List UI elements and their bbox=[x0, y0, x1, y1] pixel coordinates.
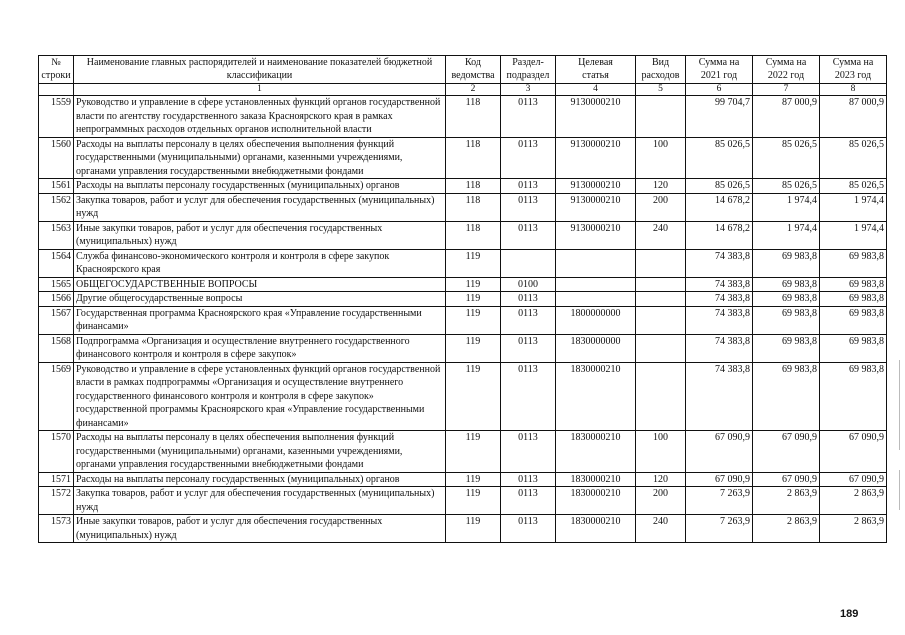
row-name: Подпрограмма «Организация и осуществление внутреннего государственного финансового контроля и контроля в сфере закупок» bbox=[74, 334, 446, 362]
header-amount-2023 bbox=[820, 56, 887, 84]
row-name: Расходы на выплаты персоналу государственных (муниципальных) органов bbox=[74, 179, 446, 194]
target-code: 1830000210 bbox=[556, 431, 636, 473]
amount-2023: 1 974,4 bbox=[820, 193, 887, 221]
expense-type: 100 bbox=[636, 431, 686, 473]
table-row bbox=[39, 515, 887, 543]
budget-table bbox=[38, 55, 887, 543]
table-row bbox=[39, 334, 887, 362]
row-name: Расходы на выплаты персоналу государственных (муниципальных) органов bbox=[74, 472, 446, 487]
row-number: 1562 bbox=[39, 193, 74, 221]
dept-code: 119 bbox=[446, 487, 501, 515]
header-amount-2021-label: Сумма на 2021 год bbox=[698, 57, 740, 81]
column-number: 3 bbox=[501, 84, 556, 96]
table-row bbox=[39, 249, 887, 277]
dept-code: 118 bbox=[446, 179, 501, 194]
expense-type bbox=[636, 306, 686, 334]
expense-type: 240 bbox=[636, 515, 686, 543]
amount-2021: 74 383,8 bbox=[686, 306, 753, 334]
section-code: 0113 bbox=[501, 431, 556, 473]
amount-2023: 67 090,9 bbox=[820, 472, 887, 487]
amount-2023: 2 863,9 bbox=[820, 515, 887, 543]
table-row bbox=[39, 179, 887, 194]
amount-2022: 1 974,4 bbox=[753, 193, 820, 221]
header-amount-2021 bbox=[686, 56, 753, 84]
section-code: 0113 bbox=[501, 137, 556, 179]
row-name: Расходы на выплаты персоналу в целях обеспечения выполнения функций государственными (муниципальными) органами, казенными учреждениями, органами управления государственными внебюджетными фондами bbox=[74, 137, 446, 179]
row-number: 1570 bbox=[39, 431, 74, 473]
amount-2021: 74 383,8 bbox=[686, 277, 753, 292]
column-number: 8 bbox=[820, 84, 887, 96]
target-code: 1830000210 bbox=[556, 515, 636, 543]
amount-2021: 99 704,7 bbox=[686, 96, 753, 138]
row-name: Иные закупки товаров, работ и услуг для обеспечения государственных (муниципальных) нужд bbox=[74, 515, 446, 543]
amount-2023: 87 000,9 bbox=[820, 96, 887, 138]
target-code: 1830000210 bbox=[556, 362, 636, 431]
row-number: 1566 bbox=[39, 292, 74, 307]
amount-2022: 69 983,8 bbox=[753, 306, 820, 334]
expense-type: 120 bbox=[636, 472, 686, 487]
expense-type bbox=[636, 249, 686, 277]
section-code: 0113 bbox=[501, 334, 556, 362]
row-number: 1564 bbox=[39, 249, 74, 277]
amount-2022: 2 863,9 bbox=[753, 487, 820, 515]
header-name-label: Наименование главных распорядителей и наименование показателей бюджетной классификации bbox=[86, 57, 433, 81]
header-target-label: Целевая статья bbox=[578, 57, 613, 81]
column-number: 7 bbox=[753, 84, 820, 96]
amount-2021: 85 026,5 bbox=[686, 137, 753, 179]
table-row bbox=[39, 137, 887, 179]
header-dept-code-label: Код ведомства bbox=[451, 57, 495, 81]
target-code: 1830000210 bbox=[556, 487, 636, 515]
target-code: 9130000210 bbox=[556, 96, 636, 138]
table-row bbox=[39, 306, 887, 334]
section-code: 0113 bbox=[501, 193, 556, 221]
amount-2023: 1 974,4 bbox=[820, 221, 887, 249]
amount-2021: 14 678,2 bbox=[686, 193, 753, 221]
target-code: 1800000000 bbox=[556, 306, 636, 334]
expense-type bbox=[636, 292, 686, 307]
header-amount-2022 bbox=[753, 56, 820, 84]
header-amount-2023-label: Сумма на 2023 год bbox=[832, 57, 874, 81]
column-number: 2 bbox=[446, 84, 501, 96]
row-number: 1568 bbox=[39, 334, 74, 362]
table-body bbox=[39, 96, 887, 543]
amount-2021: 74 383,8 bbox=[686, 362, 753, 431]
amount-2023: 69 983,8 bbox=[820, 306, 887, 334]
amount-2023: 85 026,5 bbox=[820, 137, 887, 179]
dept-code: 119 bbox=[446, 431, 501, 473]
amount-2021: 67 090,9 bbox=[686, 472, 753, 487]
amount-2021: 7 263,9 bbox=[686, 487, 753, 515]
amount-2023: 67 090,9 bbox=[820, 431, 887, 473]
section-code bbox=[501, 249, 556, 277]
header-amount-2022-label: Сумма на 2022 год bbox=[765, 57, 807, 81]
table-row bbox=[39, 221, 887, 249]
header-dept-code bbox=[446, 56, 501, 84]
target-code bbox=[556, 277, 636, 292]
table-row bbox=[39, 487, 887, 515]
row-name: Закупка товаров, работ и услуг для обеспечения государственных (муниципальных) нужд bbox=[74, 487, 446, 515]
table-row bbox=[39, 193, 887, 221]
column-number-row bbox=[39, 84, 887, 96]
amount-2022: 1 974,4 bbox=[753, 221, 820, 249]
expense-type bbox=[636, 277, 686, 292]
row-number: 1572 bbox=[39, 487, 74, 515]
row-name: Служба финансово-экономического контроля и контроля в сфере закупок Красноярского края bbox=[74, 249, 446, 277]
row-number: 1569 bbox=[39, 362, 74, 431]
expense-type bbox=[636, 96, 686, 138]
column-number: 4 bbox=[556, 84, 636, 96]
amount-2021: 85 026,5 bbox=[686, 179, 753, 194]
row-name: Руководство и управление в сфере установленных функций органов государственной власти по агентству государственного заказа Красноярского края в рамках непрограммных расходов отдельных органов исполнительной власти bbox=[74, 96, 446, 138]
row-name: Государственная программа Красноярского края «Управление государственными финансами» bbox=[74, 306, 446, 334]
dept-code: 118 bbox=[446, 221, 501, 249]
amount-2023: 2 863,9 bbox=[820, 487, 887, 515]
expense-type: 120 bbox=[636, 179, 686, 194]
amount-2022: 2 863,9 bbox=[753, 515, 820, 543]
section-code: 0113 bbox=[501, 179, 556, 194]
row-number: 1567 bbox=[39, 306, 74, 334]
section-code: 0113 bbox=[501, 472, 556, 487]
target-code: 9130000210 bbox=[556, 179, 636, 194]
amount-2022: 69 983,8 bbox=[753, 249, 820, 277]
dept-code: 119 bbox=[446, 334, 501, 362]
amount-2023: 69 983,8 bbox=[820, 249, 887, 277]
section-code: 0113 bbox=[501, 96, 556, 138]
amount-2023: 69 983,8 bbox=[820, 362, 887, 431]
dept-code: 119 bbox=[446, 515, 501, 543]
amount-2022: 69 983,8 bbox=[753, 334, 820, 362]
header-section-label: Раздел- подраздел bbox=[506, 57, 550, 81]
row-name: Другие общегосударственные вопросы bbox=[74, 292, 446, 307]
amount-2021: 67 090,9 bbox=[686, 431, 753, 473]
target-code: 9130000210 bbox=[556, 137, 636, 179]
amount-2022: 85 026,5 bbox=[753, 137, 820, 179]
column-number bbox=[39, 84, 74, 96]
dept-code: 119 bbox=[446, 472, 501, 487]
expense-type: 240 bbox=[636, 221, 686, 249]
amount-2022: 67 090,9 bbox=[753, 472, 820, 487]
header-row-number bbox=[39, 56, 74, 84]
column-number: 5 bbox=[636, 84, 686, 96]
expense-type bbox=[636, 362, 686, 431]
page-number: 189 bbox=[840, 608, 859, 620]
row-name: Расходы на выплаты персоналу в целях обеспечения выполнения функций государственными (муниципальными) органами, казенными учреждениями, органами управления государственными внебюджетными фондами bbox=[74, 431, 446, 473]
row-number: 1561 bbox=[39, 179, 74, 194]
target-code bbox=[556, 292, 636, 307]
row-number: 1573 bbox=[39, 515, 74, 543]
row-number: 1571 bbox=[39, 472, 74, 487]
header-row-number-label: № строки bbox=[41, 57, 71, 81]
section-code: 0113 bbox=[501, 487, 556, 515]
amount-2022: 67 090,9 bbox=[753, 431, 820, 473]
amount-2023: 69 983,8 bbox=[820, 292, 887, 307]
header-expense-type bbox=[636, 56, 686, 84]
table-row bbox=[39, 277, 887, 292]
expense-type: 200 bbox=[636, 487, 686, 515]
header-expense-type-label: Вид расходов bbox=[641, 57, 680, 81]
dept-code: 119 bbox=[446, 292, 501, 307]
amount-2021: 7 263,9 bbox=[686, 515, 753, 543]
margin-mark bbox=[899, 360, 900, 450]
header-section bbox=[501, 56, 556, 84]
table-row bbox=[39, 472, 887, 487]
amount-2021: 74 383,8 bbox=[686, 334, 753, 362]
amount-2023: 69 983,8 bbox=[820, 334, 887, 362]
amount-2022: 69 983,8 bbox=[753, 292, 820, 307]
table-row bbox=[39, 431, 887, 473]
section-code: 0113 bbox=[501, 292, 556, 307]
table-row bbox=[39, 292, 887, 307]
column-number: 6 bbox=[686, 84, 753, 96]
header-target bbox=[556, 56, 636, 84]
expense-type: 100 bbox=[636, 137, 686, 179]
target-code bbox=[556, 249, 636, 277]
amount-2021: 14 678,2 bbox=[686, 221, 753, 249]
section-code: 0113 bbox=[501, 221, 556, 249]
target-code: 9130000210 bbox=[556, 193, 636, 221]
row-name: Закупка товаров, работ и услуг для обеспечения государственных (муниципальных) нужд bbox=[74, 193, 446, 221]
amount-2022: 87 000,9 bbox=[753, 96, 820, 138]
dept-code: 119 bbox=[446, 249, 501, 277]
expense-type bbox=[636, 334, 686, 362]
amount-2022: 69 983,8 bbox=[753, 362, 820, 431]
amount-2023: 69 983,8 bbox=[820, 277, 887, 292]
amount-2021: 74 383,8 bbox=[686, 292, 753, 307]
row-number: 1560 bbox=[39, 137, 74, 179]
section-code: 0100 bbox=[501, 277, 556, 292]
dept-code: 119 bbox=[446, 306, 501, 334]
target-code: 1830000210 bbox=[556, 472, 636, 487]
dept-code: 119 bbox=[446, 277, 501, 292]
amount-2023: 85 026,5 bbox=[820, 179, 887, 194]
column-number: 1 bbox=[74, 84, 446, 96]
amount-2022: 85 026,5 bbox=[753, 179, 820, 194]
amount-2022: 69 983,8 bbox=[753, 277, 820, 292]
dept-code: 119 bbox=[446, 362, 501, 431]
target-code: 9130000210 bbox=[556, 221, 636, 249]
header-name bbox=[74, 56, 446, 84]
dept-code: 118 bbox=[446, 137, 501, 179]
section-code: 0113 bbox=[501, 362, 556, 431]
target-code: 1830000000 bbox=[556, 334, 636, 362]
row-name: Руководство и управление в сфере установленных функций органов государственной власти в рамках подпрограммы «Организация и осуществление внутреннего государственного финансового контроля и контроля в сфере закупок» государственной программы Красноярского края «Управление государственными финансами» bbox=[74, 362, 446, 431]
dept-code: 118 bbox=[446, 96, 501, 138]
row-number: 1565 bbox=[39, 277, 74, 292]
row-name: ОБЩЕГОСУДАРСТВЕННЫЕ ВОПРОСЫ bbox=[74, 277, 446, 292]
table-row bbox=[39, 362, 887, 431]
margin-mark bbox=[899, 470, 900, 510]
section-code: 0113 bbox=[501, 306, 556, 334]
table-row bbox=[39, 96, 887, 138]
row-number: 1563 bbox=[39, 221, 74, 249]
expense-type: 200 bbox=[636, 193, 686, 221]
header-row bbox=[39, 56, 887, 84]
amount-2021: 74 383,8 bbox=[686, 249, 753, 277]
row-number: 1559 bbox=[39, 96, 74, 138]
section-code: 0113 bbox=[501, 515, 556, 543]
dept-code: 118 bbox=[446, 193, 501, 221]
row-name: Иные закупки товаров, работ и услуг для обеспечения государственных (муниципальных) нужд bbox=[74, 221, 446, 249]
